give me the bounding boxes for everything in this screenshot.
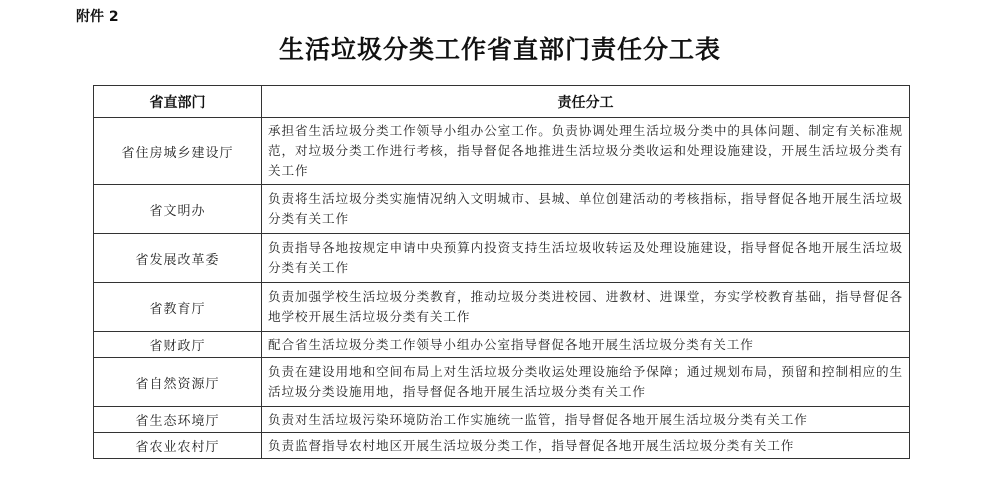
department-cell: 省发展改革委 (94, 234, 262, 283)
department-cell: 省住房城乡建设厅 (94, 118, 262, 185)
table-row (94, 283, 910, 332)
table-row (94, 118, 910, 185)
header-department: 省直部门 (94, 86, 262, 118)
department-cell: 省财政厅 (94, 332, 262, 358)
annex-label: 附件 2 (76, 9, 119, 25)
table-header-row (94, 86, 910, 118)
responsibility-cell: 负责指导各地按规定申请中央预算内投资支持生活垃圾收转运及处理设施建设，指导督促各地开展生活垃圾分类有关工作 (262, 234, 910, 283)
department-cell: 省文明办 (94, 185, 262, 234)
department-cell: 省农业农村厅 (94, 433, 262, 459)
responsibility-cell: 负责将生活垃圾分类实施情况纳入文明城市、县城、单位创建活动的考核指标，指导督促各地开展生活垃圾分类有关工作 (262, 185, 910, 234)
table-row (94, 407, 910, 433)
document-title: 生活垃圾分类工作省直部门责任分工表 (278, 35, 721, 64)
responsibility-cell: 负责在建设用地和空间布局上对生活垃圾分类收运处理设施给予保障；通过规划布局，预留和控制相应的生活垃圾分类设施用地，指导督促各地开展生活垃圾分类有关工作 (262, 358, 910, 407)
responsibility-cell: 配合省生活垃圾分类工作领导小组办公室指导督促各地开展生活垃圾分类有关工作 (262, 332, 910, 358)
responsibility-cell: 承担省生活垃圾分类工作领导小组办公室工作。负责协调处理生活垃圾分类中的具体问题、制定有关标准规范，对垃圾分类工作进行考核，指导督促各地推进生活垃圾分类收运和处理设施建设，开展生活垃圾分类有关工作 (262, 118, 910, 185)
table-row (94, 332, 910, 358)
department-cell: 省自然资源厅 (94, 358, 262, 407)
header-responsibility: 责任分工 (262, 86, 910, 118)
table-row (94, 185, 910, 234)
responsibility-cell: 负责监督指导农村地区开展生活垃圾分类工作，指导督促各地开展生活垃圾分类有关工作 (262, 433, 910, 459)
table-row (94, 358, 910, 407)
table-row (94, 433, 910, 459)
department-cell: 省生态环境厅 (94, 407, 262, 433)
responsibility-cell: 负责对生活垃圾污染环境防治工作实施统一监管，指导督促各地开展生活垃圾分类有关工作 (262, 407, 910, 433)
department-cell: 省教育厅 (94, 283, 262, 332)
responsibility-cell: 负责加强学校生活垃圾分类教育，推动垃圾分类进校园、进教材、进课堂，夯实学校教育基础，指导督促各地学校开展生活垃圾分类有关工作 (262, 283, 910, 332)
responsibility-table (93, 85, 910, 459)
table-row (94, 234, 910, 283)
